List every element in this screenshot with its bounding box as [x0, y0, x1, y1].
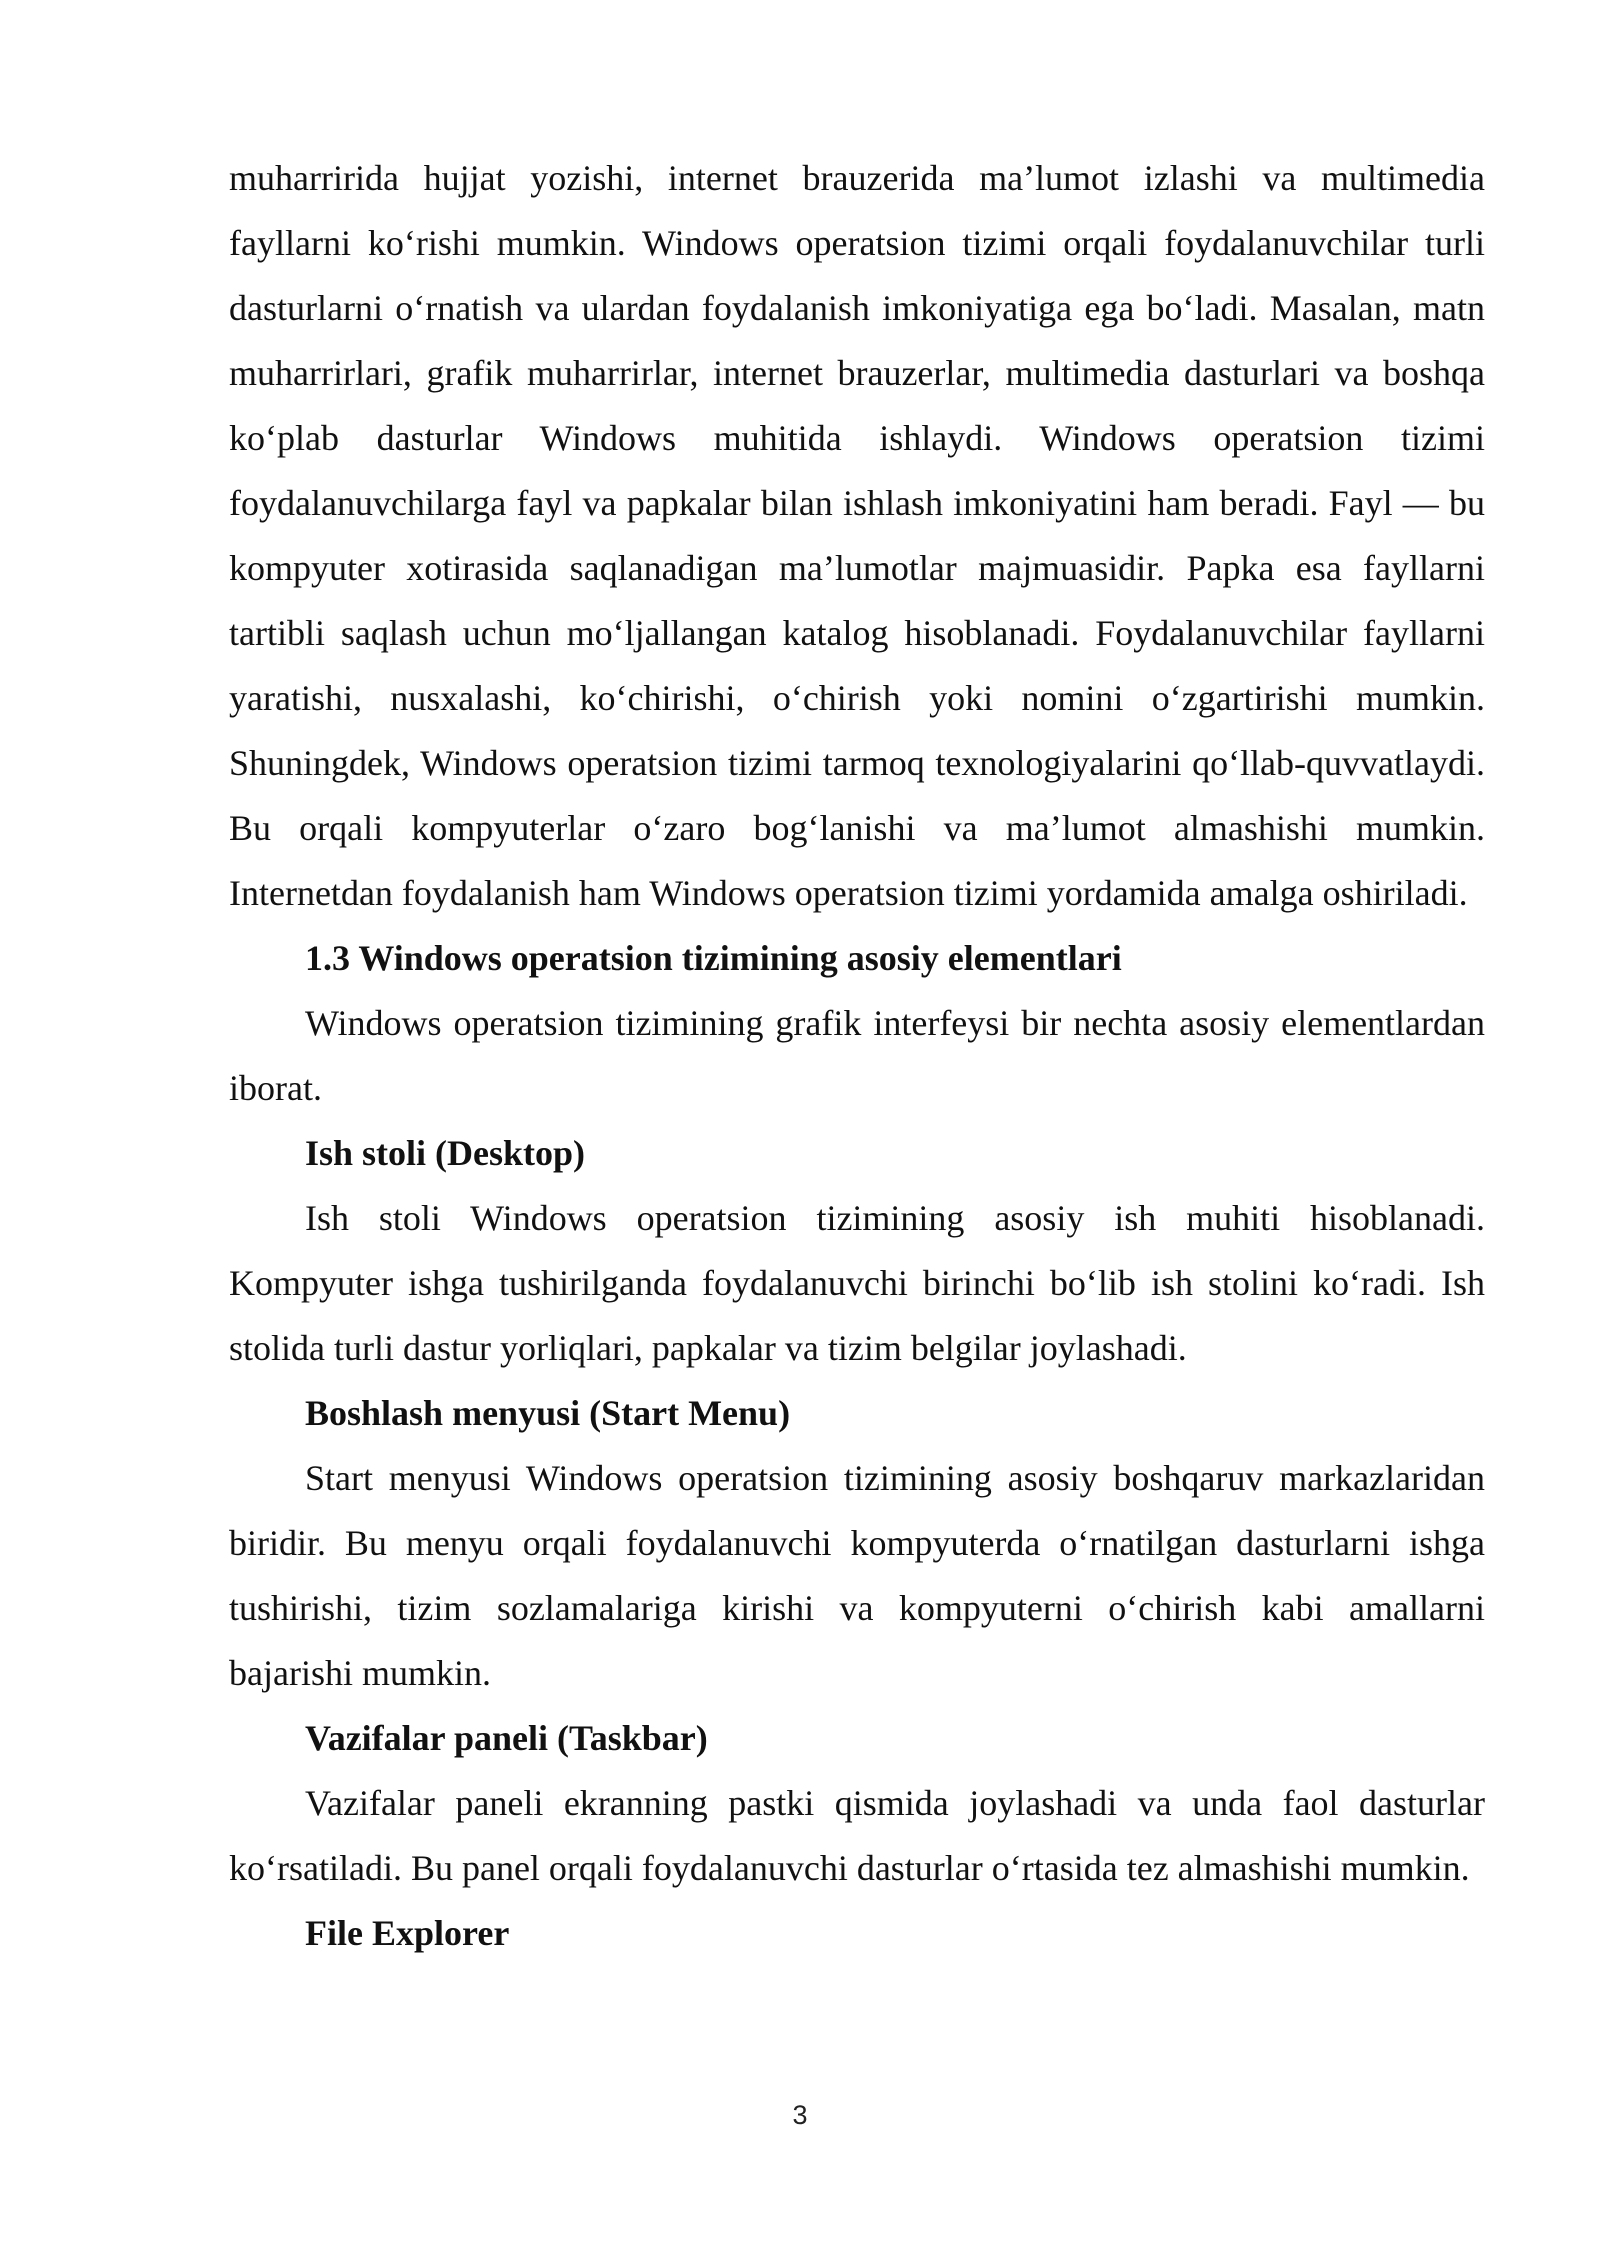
subsection-heading-desktop: Ish stoli (Desktop): [305, 1133, 586, 1173]
subsection-heading-start-menu: Boshlash menyusi (Start Menu): [305, 1393, 791, 1433]
subsection-heading-taskbar: Vazifalar paneli (Taskbar): [305, 1718, 708, 1758]
body-paragraph: muharririda hujjat yozishi, internet brauzerida ma’lumot izlashi va multimedia fayllarni ko‘rishi mumkin. Windows operatsion tizimi orqali foydalanuvchilar turli dasturlarni o‘rnatish va ulardan foydalanish imkoniyatiga ega bo‘ladi. Masalan, matn muharrirlari, grafik muharrirlar, internet brauzerlar, multimedia dasturlari va boshqa ko‘plab dasturlar Windows muhitida ishlaydi. Windows operatsion tizimi foydalanuvchilarga fayl va papkalar bilan ishlash imkoniyatini ham beradi. Fayl — bu kompyuter xotirasida saqlanadigan ma’lumotlar majmuasidir. Papka esa fayllarni tartibli saqlash uchun mo‘ljallangan katalog hisoblanadi. Foydalanuvchilar fayllarni yaratishi, nusxalashi, ko‘chirishi, o‘chirish yoki nomini o‘zgartirishi mumkin. Shuningdek, Windows operatsion tizimi tarmoq texnologiyalarini qo‘llab-quvvatlaydi. Bu orqali kompyuterlar o‘zaro bog‘lanishi va ma’lumot almashishi mumkin. Internetdan foydalanish ham Windows operatsion tizimi yordamida amalga oshiriladi.: [229, 158, 1485, 913]
document-page: [229, 146, 1485, 1966]
subsection-text-desktop: Ish stoli Windows operatsion tizimining asosiy ish muhiti hisoblanadi. Kompyuter ishga tushirilganda foydalanuvchi birinchi bo‘lib ish stolini ko‘radi. Ish stolida turli dastur yorliqlari, papkalar va tizim belgilar joylashadi.: [229, 1198, 1485, 1368]
subsection-text-taskbar: Vazifalar paneli ekranning pastki qismida joylashadi va unda faol dasturlar ko‘rsatiladi. Bu panel orqali foydalanuvchi dasturlar o‘rtasida tez almashishi mumkin.: [229, 1783, 1485, 1888]
subsection-heading-file-explorer: File Explorer: [305, 1913, 510, 1953]
section-heading: 1.3 Windows operatsion tizimining asosiy elementlari: [305, 938, 1122, 978]
page-number: 3: [792, 2100, 808, 2130]
section-intro-paragraph: Windows operatsion tizimining grafik interfeysi bir nechta asosiy elementlardan iborat.: [229, 1003, 1485, 1108]
subsection-text-start-menu: Start menyusi Windows operatsion tizimining asosiy boshqaruv markazlaridan biridir. Bu menyu orqali foydalanuvchi kompyuterda o‘rnatilgan dasturlarni ishga tushirishi, tizim sozlamalariga kirishi va kompyuterni o‘chirish kabi amallarni bajarishi mumkin.: [229, 1458, 1485, 1693]
